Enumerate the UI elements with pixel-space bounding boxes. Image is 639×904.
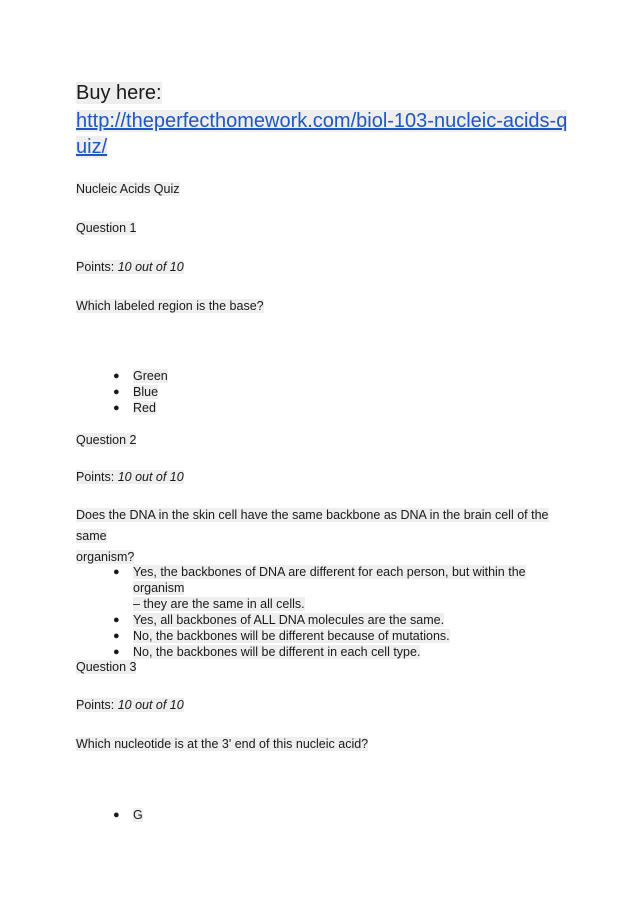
option-g[interactable]: ● G [113,808,143,822]
option-yes-different-per-person[interactable]: ● Yes, the backbones of DNA are different for each person, but within the organism – they are the same in all cells. [113,565,526,611]
link-line-1[interactable]: http://theperfecthomework.com/biol-103-nucleic-acids-q [76,110,568,132]
buy-here-label: Buy here: [76,82,162,104]
bullet-icon: ● [113,646,120,658]
question-1-points: Points: 10 out of 10 [76,260,184,274]
bullet-icon: ● [113,566,120,578]
question-3-options [113,807,143,823]
link-line-2[interactable]: uiz/ [76,136,108,158]
bullet-icon: ● [113,370,120,382]
bullet-icon: ● [113,630,120,642]
question-1-options [113,368,168,416]
question-3-points: Points: 10 out of 10 [76,698,184,712]
question-2-text: Does the DNA in the skin cell have the same backbone as DNA in the brain cell of the same organism? [76,508,549,564]
question-3-text: Which nucleotide is at the 3' end of this nucleic acid? [76,737,369,751]
option-no-mutations[interactable]: ● No, the backbones will be different because of mutations. [113,629,450,643]
option-green[interactable]: ● Green [113,369,168,383]
bullet-icon: ● [113,402,120,414]
purchase-link[interactable] [76,108,576,160]
quiz-title: Nucleic Acids Quiz [76,182,180,196]
bullet-icon: ● [113,809,120,821]
question-2-options [113,564,563,660]
option-no-cell-type[interactable]: ● No, the backbones will be different in each cell type. [113,645,421,659]
question-1-label: Question 1 [76,221,137,235]
option-yes-all-same[interactable]: ● Yes, all backbones of ALL DNA molecules are the same. [113,613,445,627]
question-2-label: Question 2 [76,433,137,447]
bullet-icon: ● [113,614,120,626]
question-3-label: Question 3 [76,660,137,674]
bullet-icon: ● [113,386,120,398]
option-red[interactable]: ● Red [113,401,156,415]
question-1-text: Which labeled region is the base? [76,299,264,313]
question-2-points: Points: 10 out of 10 [76,470,184,484]
option-blue[interactable]: ● Blue [113,385,159,399]
